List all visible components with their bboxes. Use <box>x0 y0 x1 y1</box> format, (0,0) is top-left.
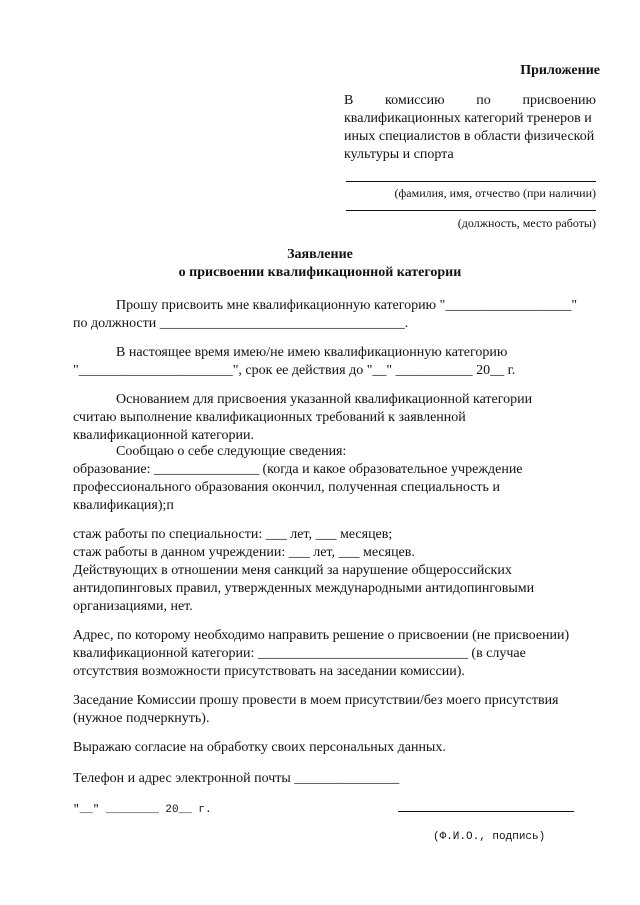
addressee-line-4: культуры и спорта <box>344 147 454 162</box>
sanctions-line-2: антидопинговых правил, утвержденных международными антидопинговыми <box>73 581 535 596</box>
address-line-1: Адрес, по которому необходимо направить решение о присвоении (не присвоении) <box>73 628 570 643</box>
contacts-line: Телефон и адрес электронной почты _______________ <box>73 771 400 786</box>
appendix-label: Приложение <box>520 63 600 78</box>
basis-line-2: считаю выполнение квалификационных требований к заявленной <box>73 410 466 425</box>
education-line-1: образование: _______________ (когда и какое образовательное учреждение <box>73 462 523 477</box>
fio-underline <box>346 181 596 182</box>
fio-caption: (фамилия, имя, отчество (при наличии) <box>394 186 596 200</box>
sanctions-line-3: организациями, нет. <box>73 599 193 614</box>
addressee-word: В <box>344 93 354 108</box>
experience-specialty: стаж работы по специальности: ___ лет, ___ месяцев; <box>73 527 393 542</box>
meeting-line-1: Заседание Комиссии прошу провести в моем присутствии/без моего присутствия <box>73 693 559 708</box>
position-underline <box>346 210 596 211</box>
addressee-line-2: квалификационных категорий тренеров и <box>344 111 592 126</box>
current-category-line-2: "______________________", срок ее действия до "__" ___________ 20__ г. <box>73 363 516 378</box>
addressee-line-3: иных специалистов в области физической <box>344 129 595 144</box>
position-caption: (должность, место работы) <box>457 216 596 230</box>
current-category-line-1: В настоящее время имею/не имею квалификационную категорию <box>116 345 508 360</box>
addressee-word: комиссию <box>385 93 445 108</box>
date-field: "__" ________ 20__ г. <box>73 804 212 816</box>
addressee-word: присвоению <box>522 93 597 108</box>
signature-caption: (Ф.И.О., подпись) <box>433 831 546 843</box>
info-line-1: Сообщаю о себе следующие сведения: <box>116 444 347 459</box>
basis-line-1: Основанием для присвоения указанной квалификационной категории <box>116 392 533 407</box>
education-line-2: профессионального образования окончил, полученная специальность и <box>73 480 500 495</box>
document-subtitle: о присвоении квалификационной категории <box>178 265 462 280</box>
signature-underline <box>398 811 574 812</box>
request-line-2: по должности ___________________________________. <box>73 316 409 331</box>
addressee-line-1 <box>344 92 596 110</box>
document-title: Заявление <box>287 247 353 262</box>
basis-line-3: квалификационной категории. <box>73 428 255 443</box>
sanctions-line-1: Действующих в отношении меня санкций за нарушение общероссийских <box>73 563 512 578</box>
request-line-1: Прошу присвоить мне квалификационную категорию "__________________" <box>116 298 578 313</box>
experience-institution: стаж работы в данном учреждении: ___ лет, ___ месяцев. <box>73 545 415 560</box>
meeting-line-2: (нужное подчеркнуть). <box>73 711 210 726</box>
education-line-3: квалификация);п <box>73 498 174 513</box>
consent-line: Выражаю согласие на обработку своих персональных данных. <box>73 740 446 755</box>
address-line-2: квалификационной категории: ______________________________ (в случае <box>73 646 526 661</box>
addressee-word: по <box>476 93 491 108</box>
address-line-3: отсутствия возможности присутствовать на заседании комиссии). <box>73 664 465 679</box>
